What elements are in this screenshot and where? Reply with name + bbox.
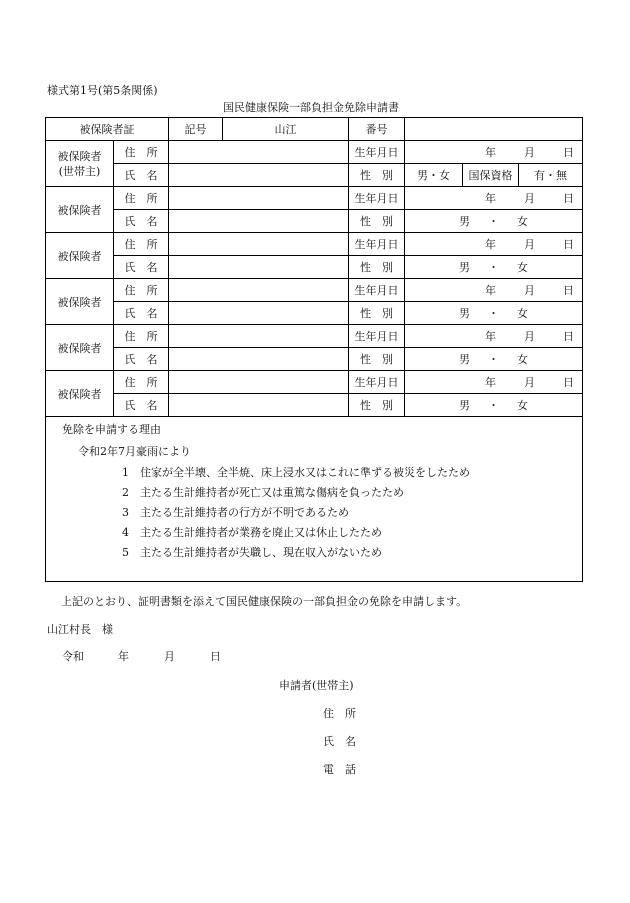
insured-row-2: [46, 348, 583, 371]
date-year: 年: [118, 650, 129, 663]
separator: ・: [488, 307, 499, 320]
year-label: 年: [485, 376, 497, 389]
application-statement: 上記のとおり、証明書類を添えて国民健康保険の一部負担金の免除を申請します。: [61, 595, 468, 608]
sex-label: 性 別: [349, 256, 405, 279]
head-sex-options[interactable]: 男・女: [405, 164, 463, 187]
name-label: 氏 名: [114, 348, 169, 371]
reason-subtitle: 令和2年7月豪雨により: [78, 445, 191, 458]
number-label: 番号: [349, 118, 405, 141]
female-option[interactable]: 女: [517, 307, 528, 320]
sex-label: 性 別: [349, 394, 405, 417]
insured-address-field[interactable]: [169, 279, 349, 302]
name-label: 氏 名: [114, 210, 169, 233]
insured-row-2: [46, 256, 583, 279]
head-label-line2: (世帯主): [58, 164, 101, 178]
year-label: 年: [485, 284, 497, 297]
year-label: 年: [485, 192, 497, 205]
applicant-phone-label: 電 話: [323, 763, 356, 776]
address-label: 住 所: [114, 325, 169, 348]
reason-section: [46, 417, 583, 582]
female-option[interactable]: 女: [517, 399, 528, 412]
male-option[interactable]: 男: [459, 215, 470, 228]
insured-birth-field[interactable]: [405, 371, 583, 394]
insured-birth-field[interactable]: [405, 279, 583, 302]
head-address-field[interactable]: [169, 141, 349, 164]
date-month: 月: [164, 650, 175, 663]
applicant-address-label: 住 所: [323, 707, 356, 720]
reason-row: [46, 417, 583, 582]
separator: ・: [488, 215, 499, 228]
insured-row: [46, 371, 583, 394]
insured-address-field[interactable]: [169, 187, 349, 210]
insured-sex-options[interactable]: [405, 348, 583, 371]
female-option[interactable]: 女: [517, 215, 528, 228]
reason-number: 5: [122, 546, 129, 559]
male-option[interactable]: 男: [459, 307, 470, 320]
reason-text: 主たる生計維持者が失職し、現在収入がないため: [140, 546, 382, 559]
sex-label: 性 別: [349, 210, 405, 233]
reason-title: 免除を申請する理由: [62, 423, 161, 436]
insurance-status-label: 国保資格: [463, 164, 519, 187]
reason-number: 2: [122, 486, 129, 499]
reason-number: 4: [122, 526, 129, 539]
day-label: 日: [563, 146, 575, 159]
insured-row-2: [46, 302, 583, 325]
insured-row: [46, 233, 583, 256]
insured-row: [46, 187, 583, 210]
month-label: 月: [524, 192, 536, 205]
female-option[interactable]: 女: [517, 261, 528, 274]
birth-label: 生年月日: [349, 187, 405, 210]
day-label: 日: [563, 238, 575, 251]
insured-address-field[interactable]: [169, 233, 349, 256]
address-label: 住 所: [114, 233, 169, 256]
insured-label: 被保険者: [46, 233, 114, 279]
day-label: 日: [563, 376, 575, 389]
symbol-value: 山江: [223, 118, 349, 141]
year-label: 年: [485, 238, 497, 251]
reason-number: 3: [122, 506, 129, 519]
insured-label: 被保険者: [46, 279, 114, 325]
insured-row-2: [46, 210, 583, 233]
birth-label: 生年月日: [349, 325, 405, 348]
head-of-household-row: [46, 141, 583, 164]
insured-label: 被保険者: [46, 371, 114, 417]
month-label: 月: [524, 146, 536, 159]
address-label: 住 所: [114, 141, 169, 164]
insured-address-field[interactable]: [169, 325, 349, 348]
insured-birth-field[interactable]: [405, 233, 583, 256]
head-name-field[interactable]: [169, 164, 349, 187]
year-label: 年: [485, 330, 497, 343]
insurance-status-options[interactable]: 有・無: [519, 164, 583, 187]
month-label: 月: [524, 238, 536, 251]
birth-label: 生年月日: [349, 141, 405, 164]
addressee: 山江村長 様: [47, 623, 113, 636]
reason-text: 主たる生計維持者が業務を廃止又は休止したため: [140, 526, 382, 539]
name-label: 氏 名: [114, 164, 169, 187]
reason-item[interactable]: [122, 464, 470, 480]
insured-row: [46, 279, 583, 302]
insured-name-field[interactable]: [169, 348, 349, 371]
address-label: 住 所: [114, 187, 169, 210]
male-option[interactable]: 男: [459, 353, 470, 366]
reason-text: 住家が全半壊、全半焼、床上浸水又はこれに準ずる被災をしたため: [140, 466, 470, 479]
head-of-household-row-2: [46, 164, 583, 187]
month-label: 月: [524, 284, 536, 297]
symbol-label: 記号: [169, 118, 223, 141]
separator: ・: [488, 399, 499, 412]
application-table: [45, 117, 583, 582]
insured-label: 被保険者: [46, 187, 114, 233]
applicant-title: 申請者(世帯主): [279, 679, 354, 692]
applicant-name-label: 氏 名: [323, 735, 356, 748]
head-of-household-label: [46, 141, 114, 187]
reason-number: 1: [122, 466, 129, 479]
insured-address-field[interactable]: [169, 371, 349, 394]
insured-label: 被保険者: [46, 325, 114, 371]
reason-text: 主たる生計維持者が死亡又は重篤な傷病を負ったため: [140, 486, 404, 499]
head-birth-field[interactable]: [405, 141, 583, 164]
reason-item[interactable]: [122, 504, 349, 520]
sex-label: 性 別: [349, 348, 405, 371]
male-option[interactable]: 男: [459, 261, 470, 274]
reason-item[interactable]: [122, 484, 404, 500]
insured-name-field[interactable]: [169, 302, 349, 325]
number-field[interactable]: [405, 118, 583, 141]
male-option[interactable]: 男: [459, 399, 470, 412]
reason-text: 主たる生計維持者の行方が不明であるため: [140, 506, 349, 519]
reason-item[interactable]: [122, 544, 382, 560]
date-day: 日: [210, 650, 221, 663]
insured-name-field[interactable]: [169, 210, 349, 233]
birth-label: 生年月日: [349, 233, 405, 256]
sex-label: 性 別: [349, 302, 405, 325]
head-label-line1: 被保険者: [57, 149, 102, 163]
insured-birth-field[interactable]: [405, 187, 583, 210]
insured-row-2: [46, 394, 583, 417]
name-label: 氏 名: [114, 394, 169, 417]
insured-birth-field[interactable]: [405, 325, 583, 348]
birth-label: 生年月日: [349, 371, 405, 394]
insurance-card-label: 被保険者証: [46, 118, 169, 141]
address-label: 住 所: [114, 279, 169, 302]
sex-label: 性 別: [349, 164, 405, 187]
insured-sex-options[interactable]: [405, 302, 583, 325]
document-title: 国民健康保険一部負担金免除申請書: [223, 101, 399, 114]
year-label: 年: [485, 146, 497, 159]
separator: ・: [488, 353, 499, 366]
insured-name-field[interactable]: [169, 394, 349, 417]
insured-sex-options[interactable]: [405, 394, 583, 417]
month-label: 月: [524, 330, 536, 343]
date-era: 令和: [62, 650, 84, 663]
reason-item[interactable]: [122, 524, 382, 540]
insured-name-field[interactable]: [169, 256, 349, 279]
day-label: 日: [563, 192, 575, 205]
form-number: 様式第1号(第5条関係): [47, 84, 158, 97]
birth-label: 生年月日: [349, 279, 405, 302]
insured-sex-options[interactable]: [405, 256, 583, 279]
name-label: 氏 名: [114, 302, 169, 325]
separator: ・: [488, 261, 499, 274]
day-label: 日: [563, 284, 575, 297]
name-label: 氏 名: [114, 256, 169, 279]
month-label: 月: [524, 376, 536, 389]
female-option[interactable]: 女: [517, 353, 528, 366]
address-label: 住 所: [114, 371, 169, 394]
insurance-card-row: [46, 118, 583, 141]
insured-sex-options[interactable]: [405, 210, 583, 233]
day-label: 日: [563, 330, 575, 343]
insured-row: [46, 325, 583, 348]
